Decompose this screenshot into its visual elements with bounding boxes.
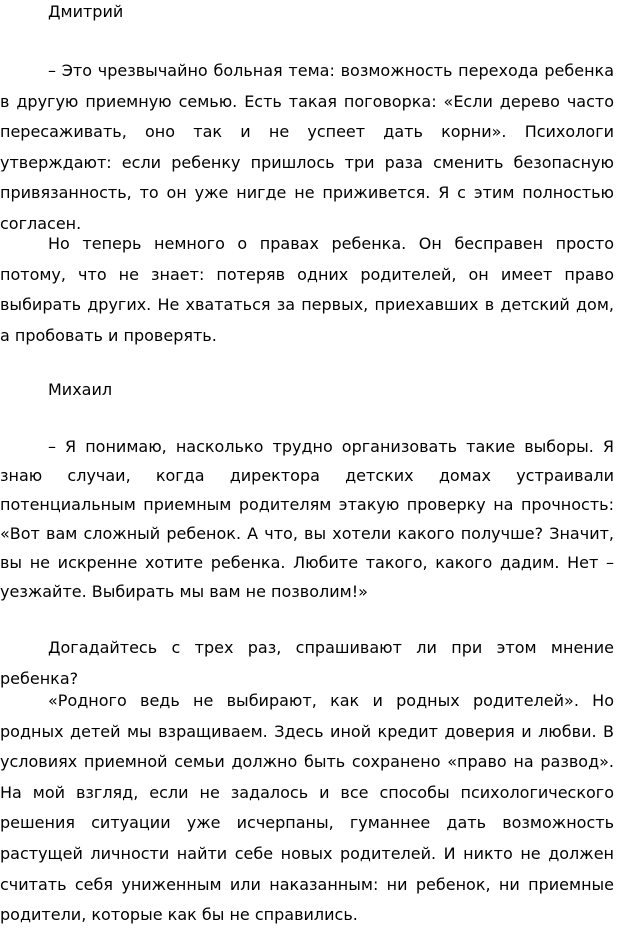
paragraph-child-rights: Но теперь немного о правах ребенка. Он бесправен просто потому, что не знает: потеряв одних родителей, он имеет право выбирать других. Не хвататься за первых, приехавших в детский дом, а пробовать и проверять. (0, 234, 614, 345)
paragraph-mikhail-reply: – Я понимаю, насколько трудно организовать такие выборы. Я знаю случаи, когда директора детских домах устраивали потенциальным приемным родителям этакую проверку на прочность: «Вот вам сложный ребенок. А что, вы хотели какого получше? Значит, вы не искренне хотите ребенка. Любите такого, какого дадим. Нет – уезжайте. Выбирать мы вам не позволим!» (0, 437, 614, 601)
paragraph-conclusion: «Родного ведь не выбирают, как и родных родителей». Но родных детей мы взращиваем. Здесь иной кредит доверия и любви. В условиях приемной семьи должно быть сохранено «право на развод». На мой взгляд, если не задалось и все способы психологического решения ситуации уже исчерпаны, гуманнее дать возможность растущей личности найти себе новых родителей. И никто не должен считать себя униженным или наказанным: ни ребенок, ни приемные родители, которые как бы не справились. (0, 691, 614, 925)
speaker-name-mikhail: Михаил (48, 380, 113, 399)
paragraph-dmitry-reply: – Это чрезвычайно больная тема: возможность перехода ребенка в другую приемную семью. Есть такая поговорка: «Если дерево часто пересаживать, оно так и не успеет дать корни». Психологи утверждают: если ребенку пришлось три раза сменить безопасную привязанность, то он уже нигде не приживется. Я с этим полностью согласен. (0, 61, 614, 233)
speaker-name-dmitry: Дмитрий (48, 2, 124, 21)
paragraph-question: Догадайтесь с трех раз, спрашивают ли при этом мнение ребенка? (0, 638, 614, 688)
